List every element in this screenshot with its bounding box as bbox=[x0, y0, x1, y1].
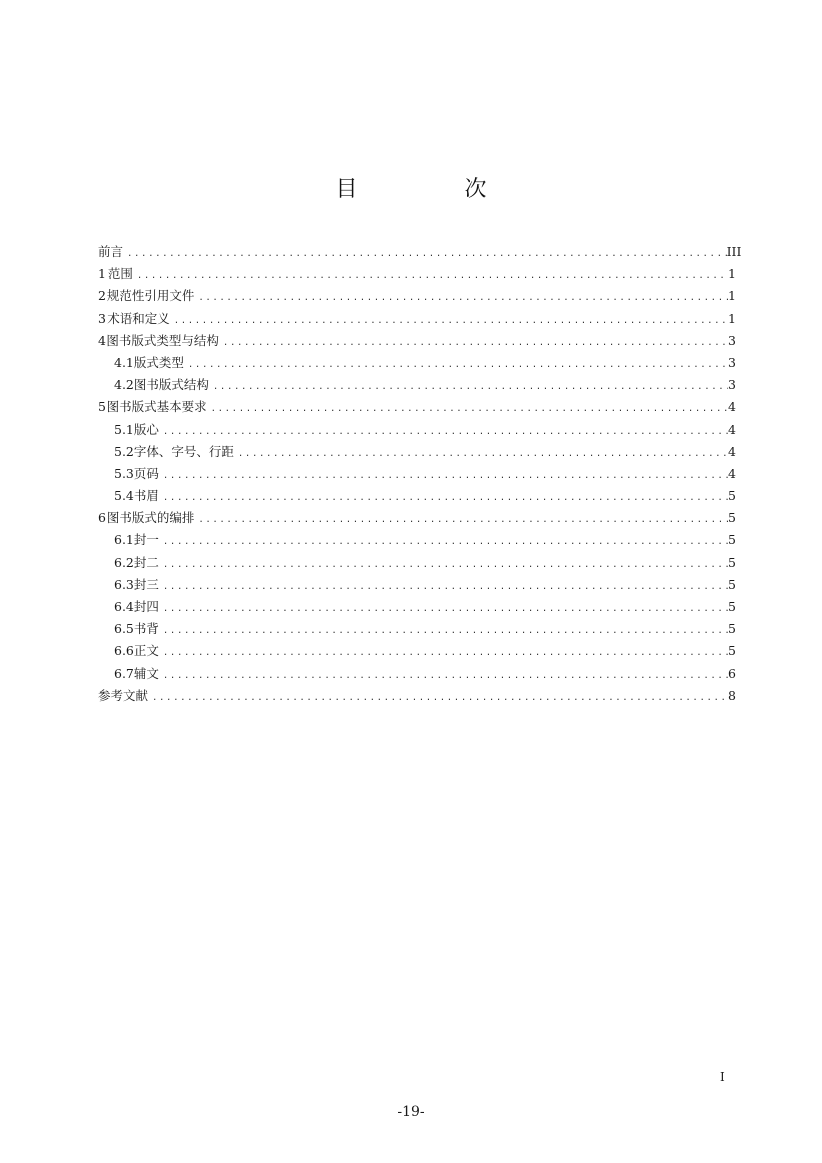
toc-entry[interactable] bbox=[98, 463, 734, 485]
toc-dot-leader bbox=[172, 310, 728, 332]
toc-entry[interactable] bbox=[98, 507, 734, 529]
toc-dot-leader bbox=[236, 443, 728, 465]
toc-entry[interactable] bbox=[98, 374, 734, 396]
toc-dot-leader bbox=[150, 687, 728, 709]
toc-entry-title: 图书版式类型与结构 bbox=[106, 332, 219, 348]
toc-dot-leader bbox=[196, 287, 728, 309]
toc-entry-title: 前言 bbox=[98, 244, 124, 259]
toc-entry-number: 6.5 bbox=[114, 621, 134, 637]
sheet-page-number: -19- bbox=[397, 1104, 425, 1120]
toc-entry-number: 4.1 bbox=[114, 354, 134, 370]
toc-entry[interactable] bbox=[98, 529, 734, 551]
toc-entry-title: 图书版式的编排 bbox=[106, 510, 195, 526]
toc-dot-leader bbox=[161, 487, 728, 509]
toc-entry-page: 3 bbox=[728, 377, 736, 393]
toc-entry[interactable] bbox=[98, 685, 734, 707]
toc-dot-leader bbox=[125, 243, 727, 265]
toc-entry-number: 5.2 bbox=[114, 443, 134, 459]
toc-entry[interactable] bbox=[98, 596, 734, 618]
toc-entry-page: 1 bbox=[728, 266, 736, 282]
toc-entry[interactable] bbox=[98, 263, 734, 285]
toc-entry-page: 6 bbox=[728, 665, 736, 681]
toc-entry-number: 6.1 bbox=[114, 532, 134, 548]
toc-entry-page: III bbox=[726, 244, 742, 259]
toc-entry-number: 4 bbox=[98, 332, 106, 348]
toc-entry-title: 字体、字号、行距 bbox=[133, 443, 234, 459]
toc-entry-page: 1 bbox=[728, 310, 736, 326]
toc-dot-leader bbox=[161, 665, 728, 687]
toc-dot-leader bbox=[161, 421, 728, 443]
toc-entry-number: 4.2 bbox=[114, 377, 134, 393]
toc-entry-title: 封三 bbox=[133, 576, 159, 592]
toc-dot-leader bbox=[161, 576, 728, 598]
toc-entry-page: 5 bbox=[728, 621, 736, 637]
toc-entry-title: 封一 bbox=[133, 532, 159, 548]
toc-entry-number: 5.4 bbox=[114, 488, 134, 504]
toc-entry-number: 3 bbox=[98, 310, 106, 326]
toc-dot-leader bbox=[161, 598, 728, 620]
toc-entry[interactable] bbox=[98, 552, 734, 574]
toc-entry-page: 5 bbox=[728, 488, 736, 504]
toc-dot-leader bbox=[161, 465, 728, 487]
toc-entry[interactable] bbox=[98, 485, 734, 507]
toc-entry-title: 范围 bbox=[107, 266, 133, 282]
toc-entry-page: 3 bbox=[728, 332, 736, 348]
toc-entry[interactable] bbox=[98, 618, 734, 640]
toc-entry-title: 规范性引用文件 bbox=[106, 288, 195, 304]
toc-entry-title: 封四 bbox=[133, 599, 159, 614]
toc-entry[interactable] bbox=[98, 419, 734, 441]
toc-entry-page: 4 bbox=[728, 465, 736, 481]
toc-entry-title: 封二 bbox=[133, 554, 159, 570]
toc-dot-leader bbox=[161, 554, 728, 576]
toc-entry[interactable] bbox=[98, 640, 734, 662]
toc-entry-title: 版式类型 bbox=[133, 354, 184, 370]
toc-entry-page: 5 bbox=[728, 576, 736, 592]
toc-entry-title: 图书版式结构 bbox=[133, 377, 209, 393]
toc-entry[interactable] bbox=[98, 241, 742, 263]
toc-entry-number: 6.3 bbox=[114, 576, 134, 592]
toc-entry-number: 6.4 bbox=[114, 599, 134, 614]
toc-entry-number: 5.3 bbox=[114, 465, 134, 481]
toc-entry-title: 书眉 bbox=[133, 488, 159, 504]
toc-entry-number: 5 bbox=[98, 399, 106, 415]
toc-entry-title: 版心 bbox=[133, 421, 159, 437]
toc-entry-page: 4 bbox=[728, 443, 736, 459]
toc-entry[interactable] bbox=[98, 285, 734, 307]
toc-entry-title: 术语和定义 bbox=[107, 310, 170, 326]
toc-dot-leader bbox=[161, 642, 728, 664]
toc-entry-page: 4 bbox=[728, 421, 736, 437]
toc-entry-number: 6 bbox=[98, 510, 106, 526]
toc-entry-page: 1 bbox=[728, 288, 736, 304]
toc-dot-leader bbox=[186, 354, 728, 376]
toc-entry-number: 6.7 bbox=[114, 665, 134, 681]
roman-page-number: I bbox=[720, 1070, 725, 1084]
toc-entry-title: 书背 bbox=[133, 621, 159, 637]
toc-entry-page: 8 bbox=[728, 687, 736, 703]
toc-entry-page: 5 bbox=[728, 643, 736, 659]
toc-entry-number: 6.6 bbox=[114, 643, 134, 659]
toc-dot-leader bbox=[221, 332, 728, 354]
toc-dot-leader bbox=[211, 376, 728, 398]
toc-entry[interactable] bbox=[98, 441, 734, 463]
toc-entry[interactable] bbox=[98, 663, 734, 685]
toc-entry-number: 2 bbox=[98, 288, 106, 304]
table-of-contents bbox=[98, 241, 742, 707]
toc-entry[interactable] bbox=[98, 352, 734, 374]
toc-entry-title: 正文 bbox=[133, 643, 159, 659]
toc-entry-number: 5.1 bbox=[114, 421, 134, 437]
toc-entry-number: 6.2 bbox=[114, 554, 134, 570]
toc-entry-page: 5 bbox=[728, 599, 736, 614]
toc-dot-leader bbox=[161, 620, 728, 642]
toc-dot-leader bbox=[196, 509, 728, 531]
toc-entry-title: 图书版式基本要求 bbox=[106, 399, 207, 415]
toc-entry-page: 5 bbox=[728, 532, 736, 548]
toc-entry-title: 页码 bbox=[133, 465, 159, 481]
toc-entry-title: 参考文献 bbox=[98, 687, 149, 703]
toc-dot-leader bbox=[209, 398, 728, 420]
toc-entry[interactable] bbox=[98, 330, 734, 352]
toc-entry-page: 5 bbox=[728, 554, 736, 570]
toc-entry-page: 3 bbox=[728, 354, 736, 370]
toc-entry-page: 5 bbox=[728, 510, 736, 526]
toc-entry-page: 4 bbox=[728, 399, 736, 415]
toc-entry-number: 1 bbox=[98, 266, 106, 282]
toc-dot-leader bbox=[161, 531, 728, 553]
toc-entry[interactable] bbox=[98, 308, 734, 330]
toc-entry[interactable] bbox=[98, 574, 734, 596]
page-title: 目 次 bbox=[335, 177, 537, 202]
toc-entry[interactable] bbox=[98, 396, 734, 418]
toc-dot-leader bbox=[135, 265, 728, 287]
toc-entry-title: 辅文 bbox=[133, 665, 159, 681]
